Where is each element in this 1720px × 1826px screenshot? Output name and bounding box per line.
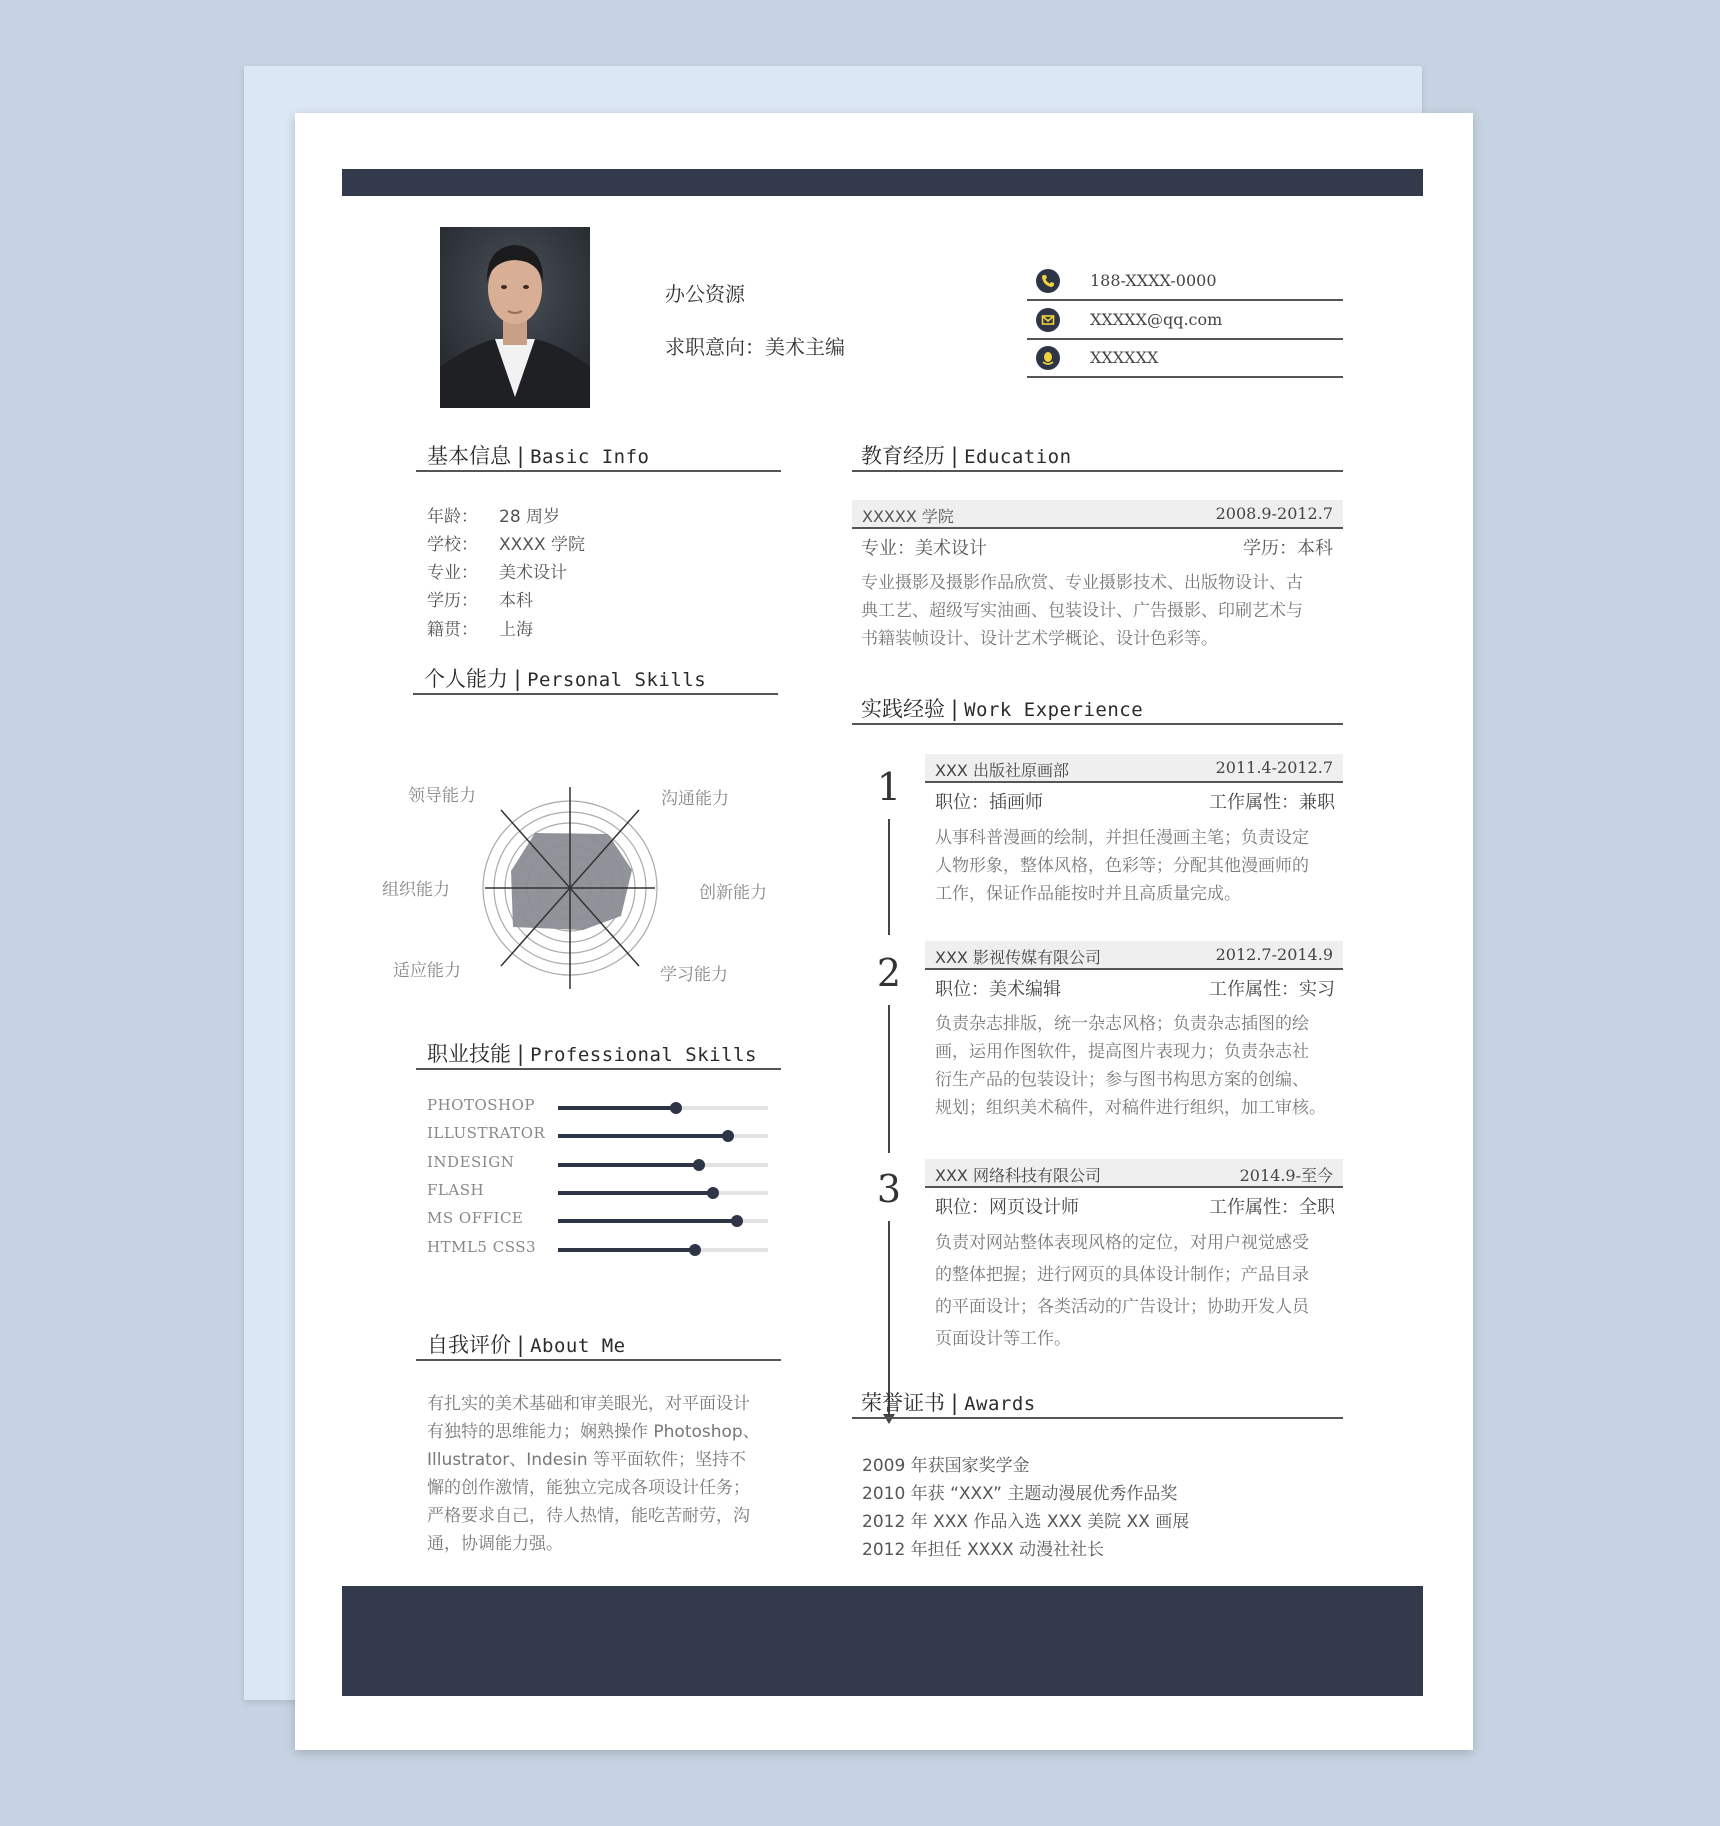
info-row-major: 专业： 美术设计 (427, 563, 567, 583)
award-item: 2009 年获国家奖学金 (862, 1456, 1030, 1476)
skill-bar-fill (558, 1219, 737, 1223)
education-major: 专业：美术设计 (861, 538, 987, 559)
skill-level-marker (693, 1159, 705, 1171)
basic-info-title: 基本信息 | Basic Info (427, 444, 650, 468)
job-meta (935, 975, 1335, 1001)
radar-label-adaptability: 适应能力 (393, 961, 461, 981)
personal-skills-divider (413, 693, 778, 695)
radar-label-innovation: 创新能力 (699, 883, 767, 903)
skill-bar (558, 1134, 768, 1138)
basic-info-divider (416, 470, 781, 472)
job-header (925, 754, 1343, 783)
education-school: XXXXX 学院 (862, 507, 954, 526)
mail-icon (1036, 308, 1060, 332)
education-degree: 学历：本科 (1243, 538, 1333, 559)
skill-bar-fill (558, 1134, 728, 1138)
phone-icon (1036, 269, 1060, 293)
email-text: XXXXX@qq.com (1090, 310, 1223, 329)
job-description: 从事科普漫画的绘制，并担任漫画主笔；负责设定 人物形象，整体风格，色彩等；分配其他漫画师的 工作，保证作品能按时并且高质量完成。 (935, 828, 1309, 904)
job-position: 职位：美术编辑 (935, 979, 1061, 1000)
skill-name: INDESIGN (427, 1152, 515, 1171)
job-header (925, 1159, 1343, 1188)
job-period: 2012.7-2014.9 (1215, 945, 1333, 964)
job-meta (935, 1193, 1335, 1219)
skill-name: ILLUSTRATOR (427, 1124, 546, 1143)
education-header (852, 500, 1343, 529)
radar-label-communication: 沟通能力 (661, 789, 729, 809)
job-number: 2 (876, 951, 902, 995)
skill-name: PHOTOSHOP (427, 1096, 536, 1114)
bottom-accent-bar (342, 1586, 1423, 1696)
top-accent-bar (342, 169, 1423, 196)
skill-name: MS OFFICE (427, 1209, 524, 1228)
radar-area (511, 833, 632, 930)
radar-label-learning: 学习能力 (660, 965, 728, 985)
education-courses: 专业摄影及摄影作品欣赏、专业摄影技术、出版物设计、古 典工艺、超级写实油画、包装设计、广告摄影、印刷艺术与 书籍装帧设计、设计艺术学概论、设计色彩等。 (861, 573, 1303, 649)
skill-bar-fill (558, 1248, 695, 1252)
awards-divider (852, 1417, 1343, 1419)
job-number: 1 (876, 765, 902, 809)
info-row-age: 年龄： 28 周岁 (427, 507, 561, 527)
timeline-segment (888, 819, 890, 935)
about-me-text: 有扎实的美术基础和审美眼光，对平面设计 有独特的思维能力；娴熟操作 Photoshop、 Illustrator、Indesin 等平面软件；坚持不 懈的创作激情，能独立完成各项设计任务； 严格要求自己，待人热情，能吃苦耐劳，沟 通，协调能力强。 (427, 1394, 760, 1554)
personal-skills-title: 个人能力 | Personal Skills (424, 667, 707, 691)
job-type: 工作属性：实习 (1209, 979, 1335, 1000)
job-description: 负责对网站整体表现风格的定位，对用户视觉感受 的整体把握；进行网页的具体设计制作；产品目录 的平面设计；各类活动的广告设计；协助开发人员 页面设计等工作。 (935, 1233, 1309, 1349)
job-type: 工作属性：兼职 (1209, 792, 1335, 813)
skill-level-marker (707, 1187, 719, 1199)
info-row-degree: 学历： 本科 (427, 591, 533, 611)
skill-bar (558, 1191, 768, 1195)
skill-level-marker (689, 1244, 701, 1256)
job-period: 2014.9-至今 (1239, 1166, 1333, 1185)
timeline-segment (888, 1005, 890, 1153)
skill-level-marker (731, 1215, 743, 1227)
skill-bar (558, 1219, 768, 1223)
skill-bar (558, 1106, 768, 1110)
skill-name: HTML5 CSS3 (427, 1237, 537, 1256)
education-period: 2008.9-2012.7 (1215, 504, 1333, 523)
info-row-hometown: 籍贯： 上海 (427, 620, 533, 640)
job-position: 职位：网页设计师 (935, 1197, 1079, 1218)
work-title: 实践经验 | Work Experience (861, 697, 1144, 721)
education-divider (852, 470, 1343, 472)
education-title: 教育经历 | Education (861, 444, 1072, 468)
job-number: 3 (876, 1167, 902, 1211)
award-item: 2012 年 XXX 作品入选 XXX 美院 XX 画展 (862, 1512, 1190, 1532)
about-me-title: 自我评价 | About Me (427, 1333, 626, 1357)
info-row-school: 学校： XXXX 学院 (427, 535, 585, 555)
professional-skills-title: 职业技能 | Professional Skills (427, 1042, 757, 1066)
skill-name: FLASH (427, 1180, 485, 1199)
professional-skills-divider (416, 1068, 781, 1070)
skill-level-marker (670, 1102, 682, 1114)
phone-text: 188-XXXX-0000 (1090, 271, 1217, 290)
award-item: 2010 年获 “XXX” 主题动漫展优秀作品奖 (862, 1484, 1178, 1504)
job-company: XXX 影视传媒有限公司 (935, 948, 1101, 967)
profile-photo (440, 227, 590, 408)
job-intent-value: 美术主编 (765, 335, 845, 359)
job-period: 2011.4-2012.7 (1215, 758, 1333, 777)
qq-text: XXXXXX (1090, 348, 1159, 367)
radar-label-leadership: 领导能力 (408, 786, 476, 806)
resume-page (295, 113, 1473, 1750)
radar-label-organization: 组织能力 (382, 880, 450, 900)
job-intent (665, 331, 845, 360)
job-meta (935, 788, 1335, 814)
skill-bar (558, 1248, 768, 1252)
skill-bar (558, 1163, 768, 1167)
job-intent-label: 求职意向： (665, 335, 765, 359)
job-header (925, 941, 1343, 970)
work-divider (852, 723, 1343, 725)
candidate-name: 办公资源 (665, 282, 745, 306)
job-description: 负责杂志排版，统一杂志风格；负责杂志插图的绘 画，运用作图软件，提高图片表现力；负责杂志社 衍生产品的包装设计；参与图书构思方案的创编、 规划；组织美术稿件，对稿件进行组织，加工审核。 (935, 1014, 1326, 1118)
contact-phone (1027, 262, 1343, 301)
skill-level-marker (722, 1130, 734, 1142)
about-me-divider (416, 1359, 781, 1361)
award-item: 2012 年担任 XXXX 动漫社社长 (862, 1540, 1105, 1560)
job-position: 职位：插画师 (935, 792, 1043, 813)
job-company: XXX 出版社原画部 (935, 761, 1069, 780)
skill-bar-fill (558, 1106, 676, 1110)
job-company: XXX 网络科技有限公司 (935, 1166, 1101, 1185)
skills-radar-chart (455, 773, 685, 1003)
skill-bar-fill (558, 1191, 713, 1195)
contact-qq (1027, 339, 1343, 378)
contact-email (1027, 301, 1343, 340)
job-type: 工作属性：全职 (1209, 1197, 1335, 1218)
skill-bar-fill (558, 1163, 699, 1167)
qq-icon (1036, 346, 1060, 370)
awards-title: 荣誉证书 | Awards (861, 1391, 1036, 1415)
